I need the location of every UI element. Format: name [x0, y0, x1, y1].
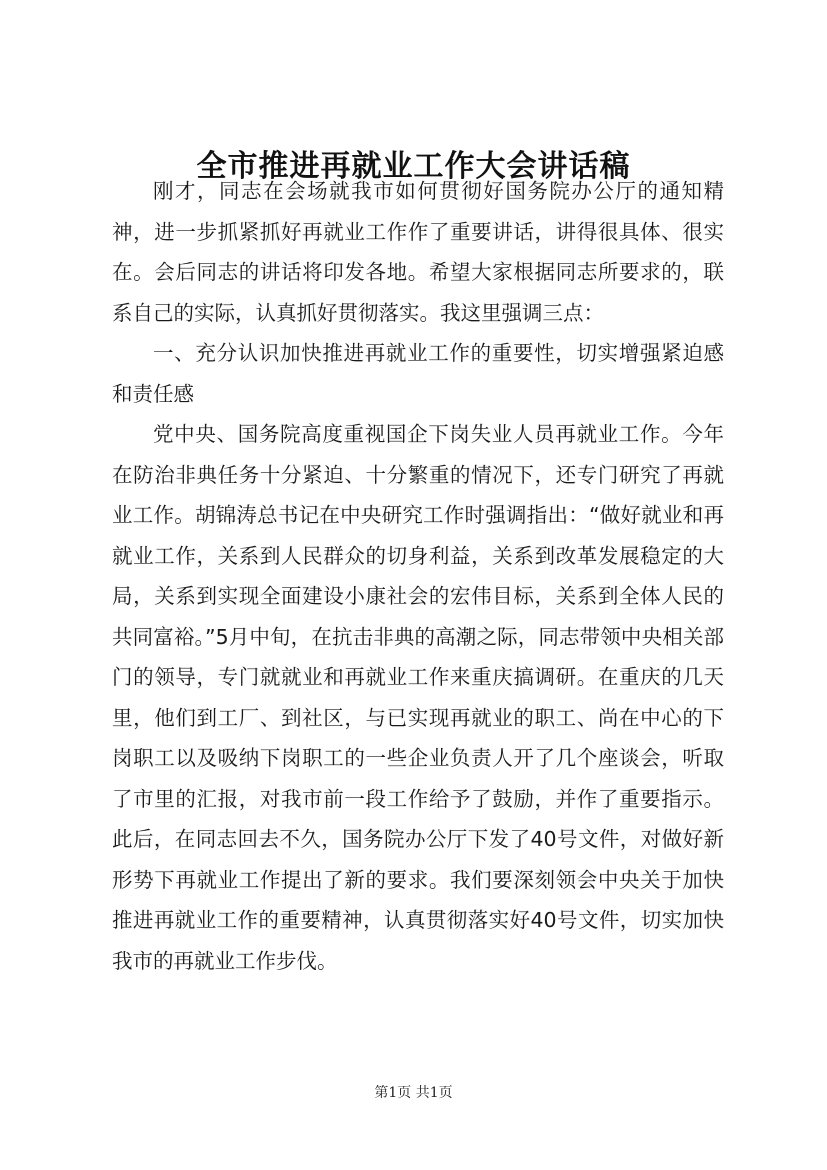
paragraph-intro: 刚才，同志在会场就我市如何贯彻好国务院办公厅的通知精神，进一步抓紧抓好再就业工作作了重要讲话，讲得很具体、很实在。会后同志的讲话将印发各地。希望大家根据同志所要求的，联系自己的实际，认真抓好贯彻落实。我这里强调三点：: [112, 179, 724, 325]
document-title: 全市推进再就业工作大会讲话稿: [196, 149, 631, 184]
document-body: [112, 171, 724, 981]
paragraph-main: 党中央、国务院高度重视国企下岗失业人员再就业工作。今年在防治非典任务十分紧迫、十分繁重的情况下，还专门研究了再就业工作。胡锦涛总书记在中央研究工作时强调指出：“做好就业和再就业工作，关系到人民群众的切身利益，关系到改革发展稳定的大局，关系到实现全面建设小康社会的宏伟目标，关系到全体人民的共同富裕。”5月中旬，在抗击非典的高潮之际，同志带领中央相关部门的领导，专门就就业和再就业工作来重庆搞调研。在重庆的几天里，他们到工厂、到社区，与已实现再就业的职工、尚在中心的下岗职工以及吸纳下岗职工的一些企业负责人开了几个座谈会，听取了市里的汇报，对我市前一段工作给予了鼓励，并作了重要指示。此后，在同志回去不久，国务院办公厅下发了40号文件，对做好新形势下再就业工作提出了新的要求。我们要深刻领会中央关于加快推进再就业工作的重要精神，认真贯彻落实好40号文件，切实加快我市的再就业工作步伐。: [112, 422, 724, 973]
page-number-footer: 第1页 共1页: [374, 1085, 453, 1101]
paragraph-section-heading: 一、充分认识加快推进再就业工作的重要性，切实增强紧迫感和责任感: [112, 341, 724, 406]
